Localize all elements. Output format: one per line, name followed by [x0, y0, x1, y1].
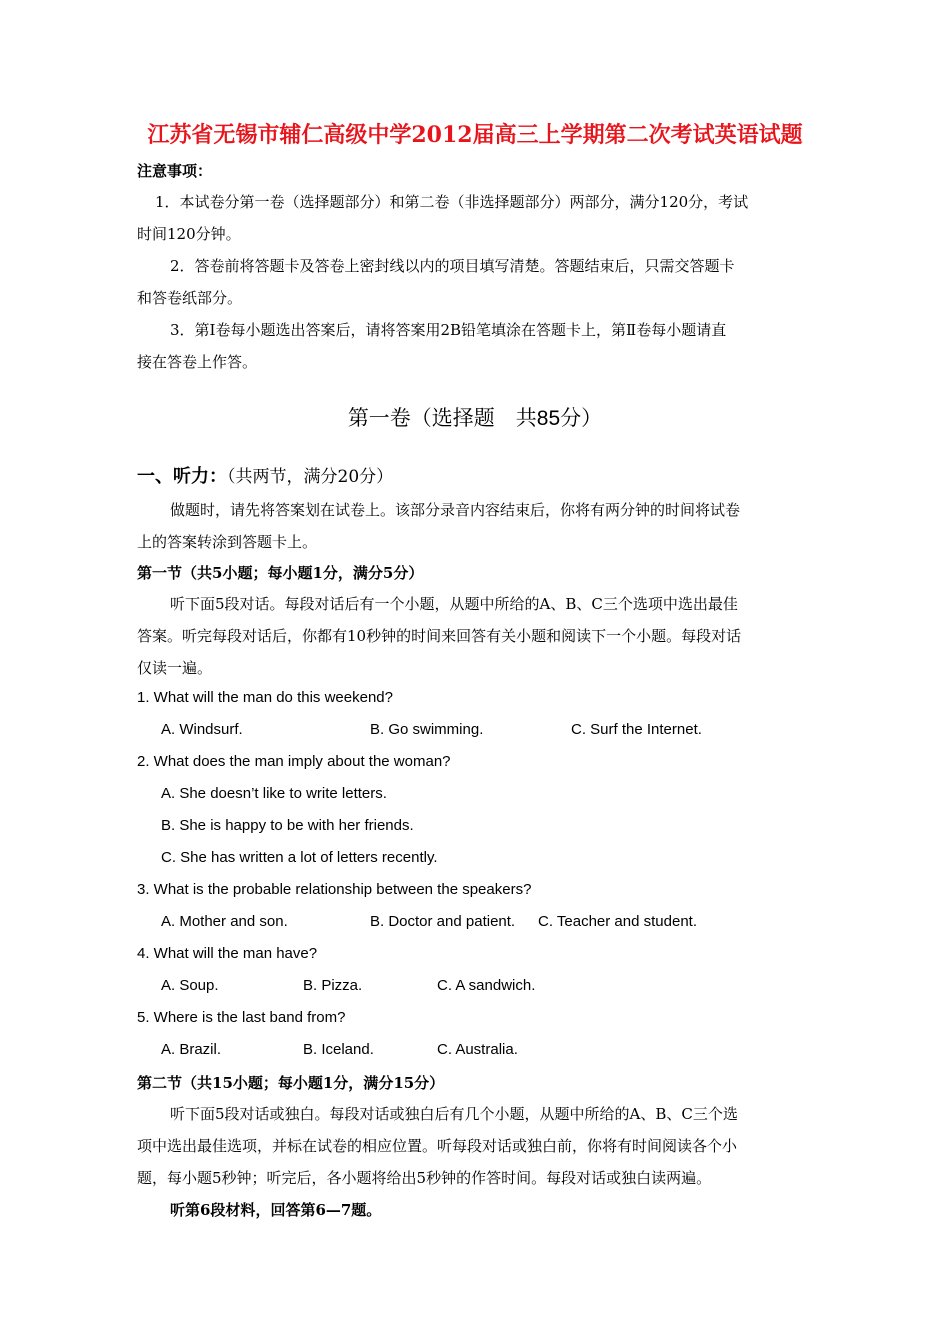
notice-heading: 注意事项： — [137, 162, 213, 180]
question-5-option-a: A. Brazil. — [161, 1041, 222, 1058]
section-1-heading: 第一节（共5小题；每小题1分，满分5分） — [137, 564, 424, 582]
notice-item-1-line-1: 1．本试卷分第一卷（选择题部分）和第二卷（非选择题部分）两部分，满分120分，考试 — [155, 193, 749, 211]
question-5-stem: 5. Where is the last band from? — [137, 1009, 346, 1026]
question-3-option-a: A. Mother and son. — [161, 913, 288, 930]
section-1-intro-line-3: 仅读一遍。 — [137, 659, 213, 677]
question-3-option-c: C. Teacher and student. — [538, 913, 697, 930]
question-4-option-a: A. Soup. — [161, 977, 219, 994]
question-2-option-a: A. She doesn’t like to write letters. — [161, 785, 387, 802]
section-2-intro-line-1: 听下面5段对话或独白。每段对话或独白后有几个小题，从题中所给的A、B、C三个选 — [170, 1105, 738, 1123]
question-3-stem: 3. What is the probable relationship between the speakers? — [137, 881, 532, 898]
section-2-intro-line-2: 项中选出最佳选项，并标在试卷的相应位置。听每段对话或独白前，你将有时间阅读各个小 — [137, 1137, 738, 1155]
question-4-option-c: C. A sandwich. — [437, 977, 536, 994]
volume-heading: 第一卷（选择题 共85分） — [347, 407, 603, 430]
question-2-option-b: B. She is happy to be with her friends. — [161, 817, 414, 834]
section-1-intro-line-2: 答案。听完每段对话后，你都有10秒钟的时间来回答有关小题和阅读下一个小题。每段对话 — [137, 627, 742, 645]
question-2-stem: 2. What does the man imply about the woman? — [137, 753, 451, 770]
section-2-heading: 第二节（共15小题；每小题1分，满分15分） — [137, 1074, 445, 1092]
question-5-option-c: C. Australia. — [437, 1041, 518, 1058]
material-6-heading: 听第6段材料，回答第6—7题。 — [170, 1201, 382, 1219]
part-1-heading — [137, 462, 393, 488]
question-1-option-b: B. Go swimming. — [370, 721, 484, 738]
notice-item-3-line-1: 3．第Ⅰ卷每小题选出答案后，请将答案用2B铅笔填涂在答题卡上，第Ⅱ卷每小题请直 — [170, 321, 727, 339]
notice-item-2-line-2: 和答卷纸部分。 — [137, 289, 243, 307]
question-3-option-b: B. Doctor and patient. — [370, 913, 516, 930]
question-1-option-a: A. Windsurf. — [161, 721, 243, 738]
part-1-intro-line-1: 做题时，请先将答案划在试卷上。该部分录音内容结束后，你将有两分钟的时间将试卷 — [170, 501, 741, 519]
notice-item-3-line-2: 接在答卷上作答。 — [137, 353, 258, 371]
question-4-option-b: B. Pizza. — [303, 977, 363, 994]
notice-item-2-line-1: 2．答卷前将答题卡及答卷上密封线以内的项目填写清楚。答题结束后，只需交答题卡 — [170, 257, 735, 275]
section-1-intro-line-1: 听下面5段对话。每段对话后有一个小题，从题中所给的A、B、C三个选项中选出最佳 — [170, 595, 738, 613]
question-1-stem: 1. What will the man do this weekend? — [137, 689, 393, 706]
question-1-option-c: C. Surf the Internet. — [571, 721, 702, 738]
notice-item-1-line-2: 时间120分钟。 — [137, 225, 241, 243]
question-5-option-b: B. Iceland. — [303, 1041, 374, 1058]
part-1-heading-label: 一、听力： — [137, 466, 227, 486]
exam-title: 江苏省无锡市辅仁高级中学2012届高三上学期第二次考试英语试题 — [147, 122, 803, 148]
question-4-stem: 4. What will the man have? — [137, 945, 318, 962]
part-1-intro-line-2: 上的答案转涂到答题卡上。 — [137, 533, 318, 551]
question-2-option-c: C. She has written a lot of letters recently. — [161, 849, 438, 866]
section-2-intro-line-3: 题，每小题5秒钟；听完后，各小题将给出5秒钟的作答时间。每段对话或独白读两遍。 — [137, 1169, 712, 1187]
part-1-heading-note: （共两节，满分20分） — [227, 467, 394, 487]
